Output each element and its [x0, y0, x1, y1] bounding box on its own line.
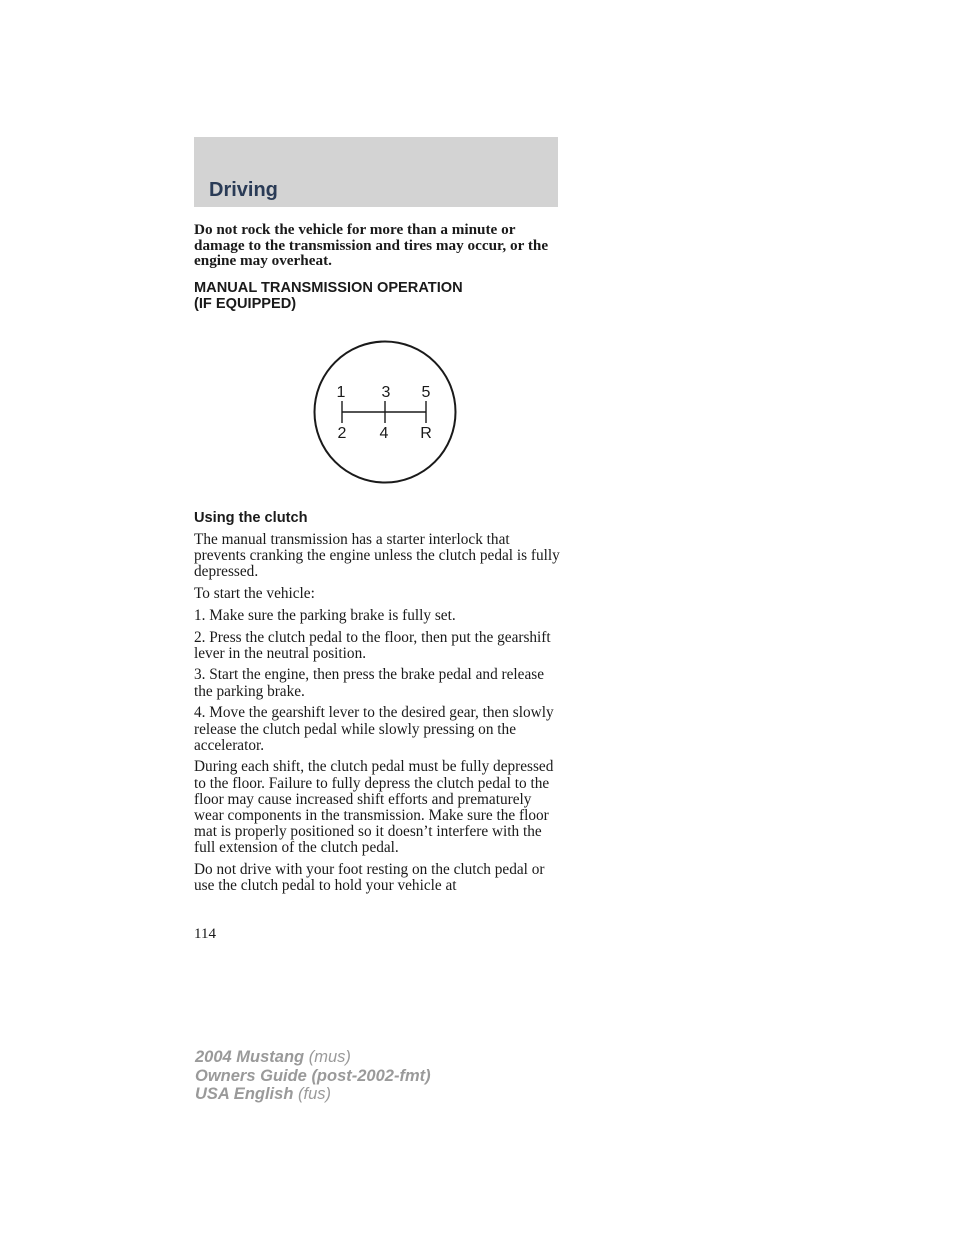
manual-transmission-heading-line2: (IF EQUIPPED)	[194, 295, 297, 312]
footer-line-model	[195, 1048, 431, 1067]
page-number: 114	[194, 926, 216, 942]
manual-transmission-heading	[194, 281, 560, 312]
gear-label-5: 5	[421, 384, 431, 401]
gear-label-4: 4	[379, 425, 389, 442]
clutch-instructions	[194, 532, 560, 900]
shift-pattern-diagram	[312, 340, 458, 484]
footer-line-language	[195, 1085, 431, 1104]
step-3: 3. Start the engine, then press the brake pedal and release the parking brake.	[194, 666, 544, 700]
step-1: 1. Make sure the parking brake is fully set.	[194, 606, 456, 624]
gear-label-2: 2	[337, 425, 347, 442]
footer-language-code: (fus)	[298, 1085, 331, 1103]
using-the-clutch-heading: Using the clutch	[194, 510, 308, 526]
warning-text: Do not rock the vehicle for more than a minute or damage to the transmission and tires may occur, or the engine may overheat.	[194, 221, 549, 269]
footer-model: 2004 Mustang	[195, 1048, 305, 1066]
manual-transmission-heading-line1: MANUAL TRANSMISSION OPERATION	[194, 280, 463, 296]
gear-label-reverse: R	[420, 425, 432, 442]
paragraph-to-start: To start the vehicle:	[194, 585, 315, 603]
step-2: 2. Press the clutch pedal to the floor, then put the gearshift lever in the neutral position.	[194, 628, 551, 662]
gear-label-1: 1	[336, 384, 346, 401]
footer-model-code: (mus)	[308, 1048, 351, 1066]
document-footer	[195, 1048, 431, 1104]
paragraph-foot-resting: Do not drive with your foot resting on the clutch pedal or use the clutch pedal to hold your vehicle at	[194, 861, 545, 895]
footer-guide: Owners Guide (post-2002-fmt)	[195, 1066, 431, 1085]
section-title: Driving	[209, 179, 278, 201]
paragraph-each-shift: During each shift, the clutch pedal must be fully depressed to the floor. Failure to fully depress the clutch pedal to the floor may cause increased shift efforts and prematurely wear components in the transmission. Make sure the floor mat is properly positioned so it doesn’t interfere with the full extension of the clutch pedal.	[194, 758, 554, 857]
gear-label-3: 3	[381, 384, 391, 401]
paragraph-starter-interlock: The manual transmission has a starter interlock that prevents cranking the engine unless the clutch pedal is fully depressed.	[194, 531, 560, 581]
section-header-band	[194, 137, 558, 207]
step-4: 4. Move the gearshift lever to the desired gear, then slowly release the clutch pedal while slowly pressing on the accelerator.	[194, 704, 554, 754]
footer-language: USA English	[195, 1085, 294, 1103]
